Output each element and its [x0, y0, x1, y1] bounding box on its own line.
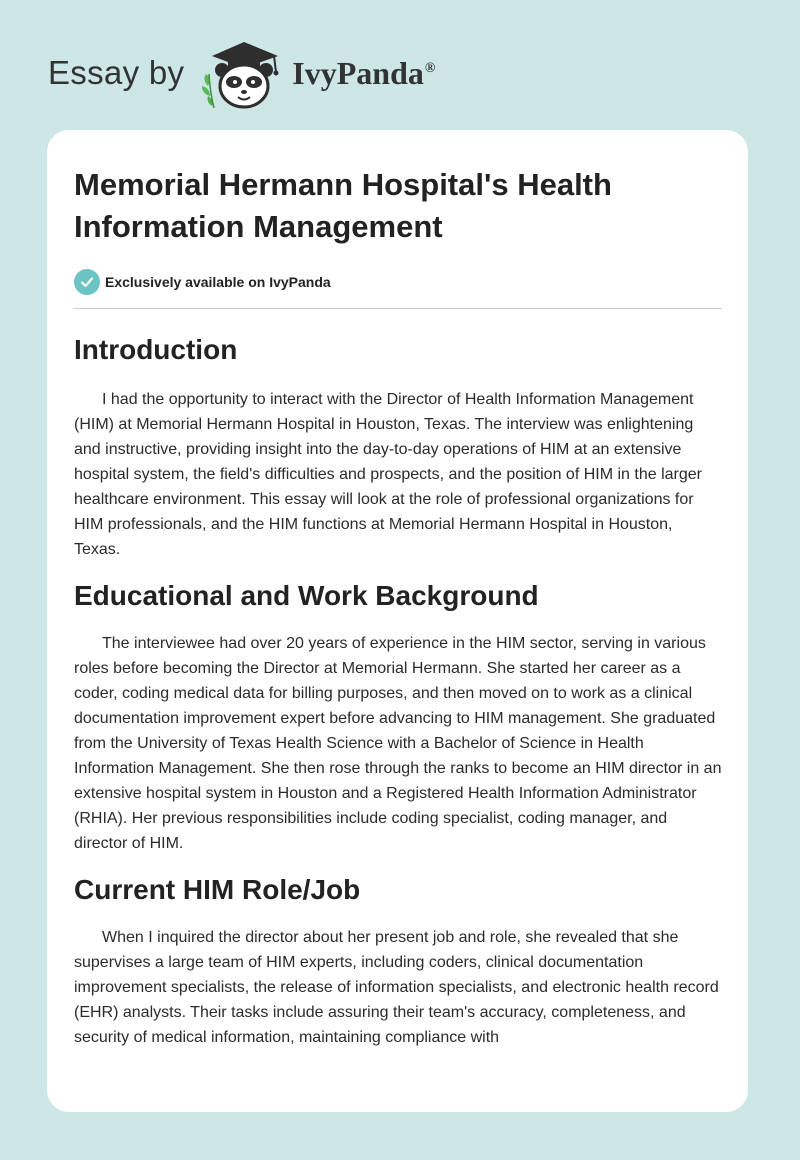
title-divider [74, 308, 722, 309]
section-heading-introduction: Introduction [74, 334, 238, 365]
checkmark-icon [74, 269, 100, 295]
section-paragraph-introduction: I had the opportunity to interact with the Director of Health Information Management (HIM) at Memorial Hermann Hospital in Houston, Texas. The interview was enlightening and instructive, providing insight into the day-to-day operations of HIM at an extensive hospital system, the field's difficulties and prospects, and the position of HIM in the larger healthcare environment. This essay will look at the role of professional organizations for HIM professionals, and the HIM functions at Memorial Hermann Hospital in Houston, Texas. [74, 391, 702, 558]
section-paragraph-current-role: When I inquired the director about her present job and role, she revealed that she supervises a large team of HIM experts, including coders, clinical documentation improvement specialists, the release of information specialists, and electronic health record (EHR) analysts. Their tasks include assuring their team's accuracy, completeness, and security of medical information, maintaining compliance with [74, 929, 719, 1046]
section-heading-current-role: Current HIM Role/Job [74, 874, 361, 905]
registered-mark: ® [424, 60, 436, 76]
site-header [48, 36, 435, 110]
essay-card [47, 130, 748, 1112]
section-paragraph-background: The interviewee had over 20 years of experience in the HIM sector, serving in various roles before becoming the Director at Memorial Hermann. She started her career as a coder, coding medical data for billing purposes, and then moved on to work as a clinical documentation improvement expert before advancing to HIM management. She graduated from the University of Texas Health Science with a Bachelor of Science in Health Information Management. She then rose through the ranks to become an HIM director in an extensive hospital system in Houston and a Registered Health Information Administrator (RHIA). Her previous responsibilities include coding specialist, coding manager, and director of HIM. [74, 635, 722, 852]
essay-by-label: Essay by [48, 54, 185, 91]
brand-name[interactable] [292, 55, 435, 92]
ivypanda-logo-icon[interactable] [198, 36, 288, 110]
exclusive-badge [74, 269, 722, 295]
exclusive-badge-label: Exclusively available on IvyPanda [105, 274, 331, 290]
brand-label: IvyPanda [292, 54, 424, 91]
essay-title: Memorial Hermann Hospital's Health Information Management [74, 167, 612, 244]
section-heading-background: Educational and Work Background [74, 580, 539, 611]
essay-content [74, 164, 722, 1050]
